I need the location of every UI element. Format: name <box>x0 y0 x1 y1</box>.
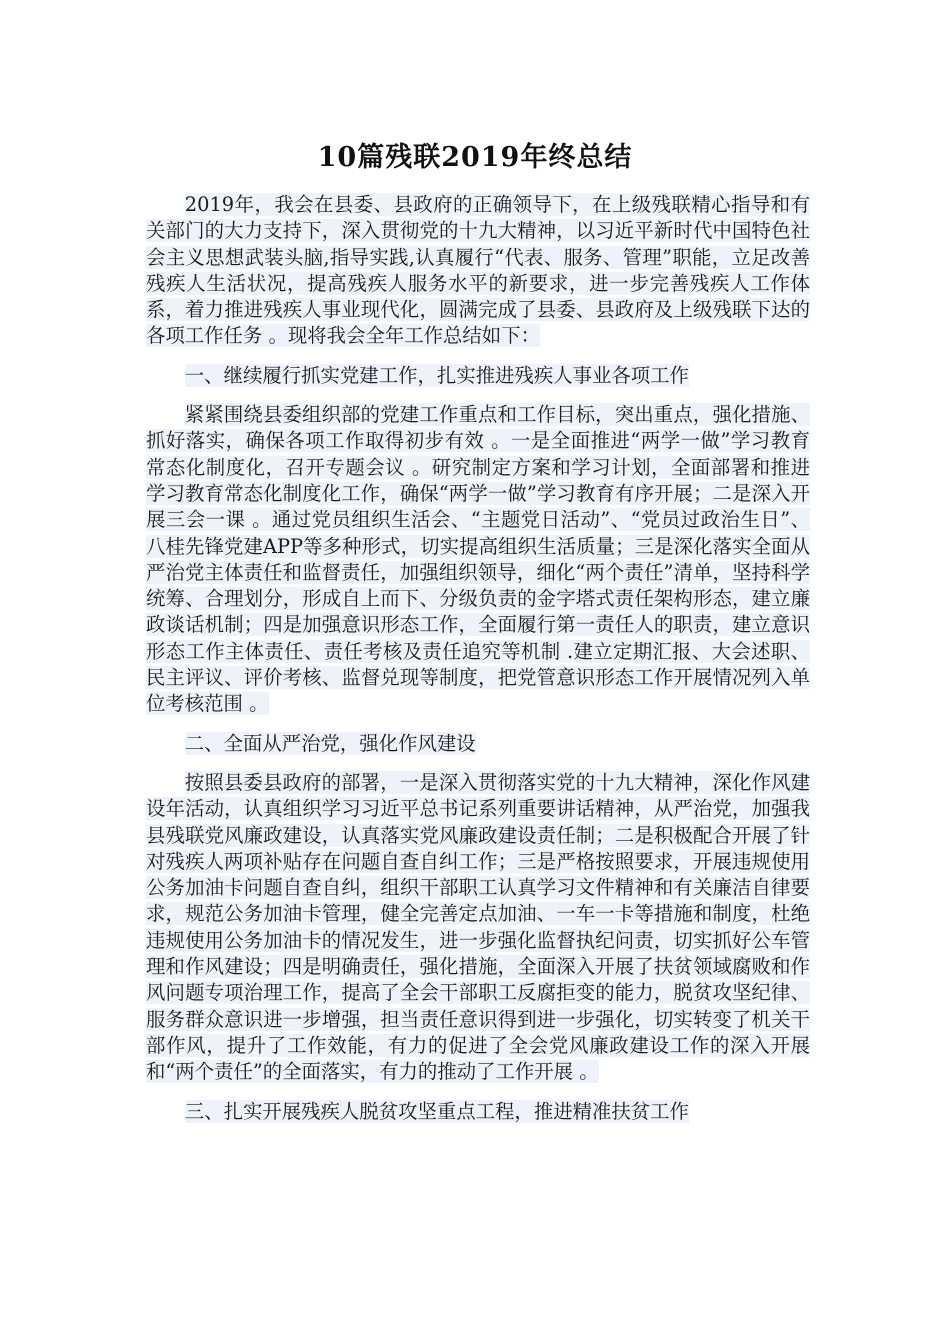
paragraph-section-2 <box>146 770 810 1086</box>
heading-text: 三、扎实开展残疾人脱贫攻坚重点工程，推进精准扶贫工作 <box>184 1099 689 1123</box>
heading-text: 二、全面从严治党，强化作风建设 <box>184 731 476 755</box>
section-heading-3 <box>146 1099 810 1125</box>
paragraph-text: 按照县委县政府的部署，一是深入贯彻落实党的十九大精神，深化作风建设年活动，认真组织学习习近平总书记系列重要讲话精神，从严治党，加强我县残联党风廉政建设，认真落实党风廉政建设责任制；二是积极配合开展了针对残疾人两项补贴存在问题自查自纠工作；三是严格按照要求，开展违规使用公务加油卡问题自查自纠，组织干部职工认真学习文件精神和有关廉洁自律要求，规范公务加油卡管理，健全完善定点加油、一车一卡等措施和制度，杜绝违规使用公务加油卡的情况发生，进一步强化监督执纪问责，切实抓好公车管理和作风建设；四是明确责任，强化措施，全面深入开展了扶贫领域腐败和作风问题专项治理工作，提高了全会干部职工反腐拒变的能力，脱贫攻坚纪律、服务群众意识进一步增强，担当责任意识得到进一步强化，切实转变了机关干部作风，提升了工作效能，有力的促进了全会党风廉政建设工作的深入开展和“两个责任”的全面落实，有力的推动了工作开展 。 <box>146 770 810 1084</box>
section-heading-2 <box>146 731 810 757</box>
heading-text: 一、继续履行抓实党建工作，扎实推进残疾人事业各项工作 <box>184 363 689 387</box>
paragraph-text: 2019年，我会在县委、县政府的正确领导下，在上级残联精心指导和有关部门的大力支持下，深入贯彻党的十九大精神，以习近平新时代中国特色社会主义思想武装头脑,指导实践,认真履行“代表、服务、管理”职能，立足改善残疾人生活状况，提高残疾人服务水平的新要求，进一步完善残疾人工作体系，着力推进残疾人事业现代化，圆满完成了县委、县政府及上级残联下达的各项工作任务 。现将我会全年工作总结如下： <box>146 193 810 348</box>
document-title: 10篇残联2019年终总结 <box>317 142 633 173</box>
paragraph-section-1 <box>146 402 810 718</box>
paragraph-text: 紧紧围绕县委组织部的党建工作重点和工作目标，突出重点，强化措施、抓好落实，确保各项工作取得初步有效 。一是全面推进“两学一做”学习教育常态化制度化，召开专题会议 。研究制定方案和学习计划，全面部署和推进学习教育常态化制度化工作，确保“两学一做”学习教育有序开展；二是深入开展三会一课 。通过党员组织生活会、“主题党日活动”、“党员过政治生日”、八桂先锋党建APP等多种形式，切实提高组织生活质量；三是深化落实全面从严治党主体责任和监督责任，加强组织领导，细化“两个责任”清单，坚持科学统筹、合理划分，形成自上而下、分级负责的金字塔式责任架构形态，建立廉政谈话机制；四是加强意识形态工作，全面履行第一责任人的职责，建立意识形态工作主体责任、责任考核及责任追究等机制 .建立定期汇报、大会述职、民主评议、评价考核、监督兑现等制度，把党管意识形态工作开展情况列入单位考核范围 。 <box>146 403 810 716</box>
paragraph-intro <box>146 192 810 350</box>
document-body <box>146 192 810 1138</box>
section-heading-1 <box>146 363 810 389</box>
